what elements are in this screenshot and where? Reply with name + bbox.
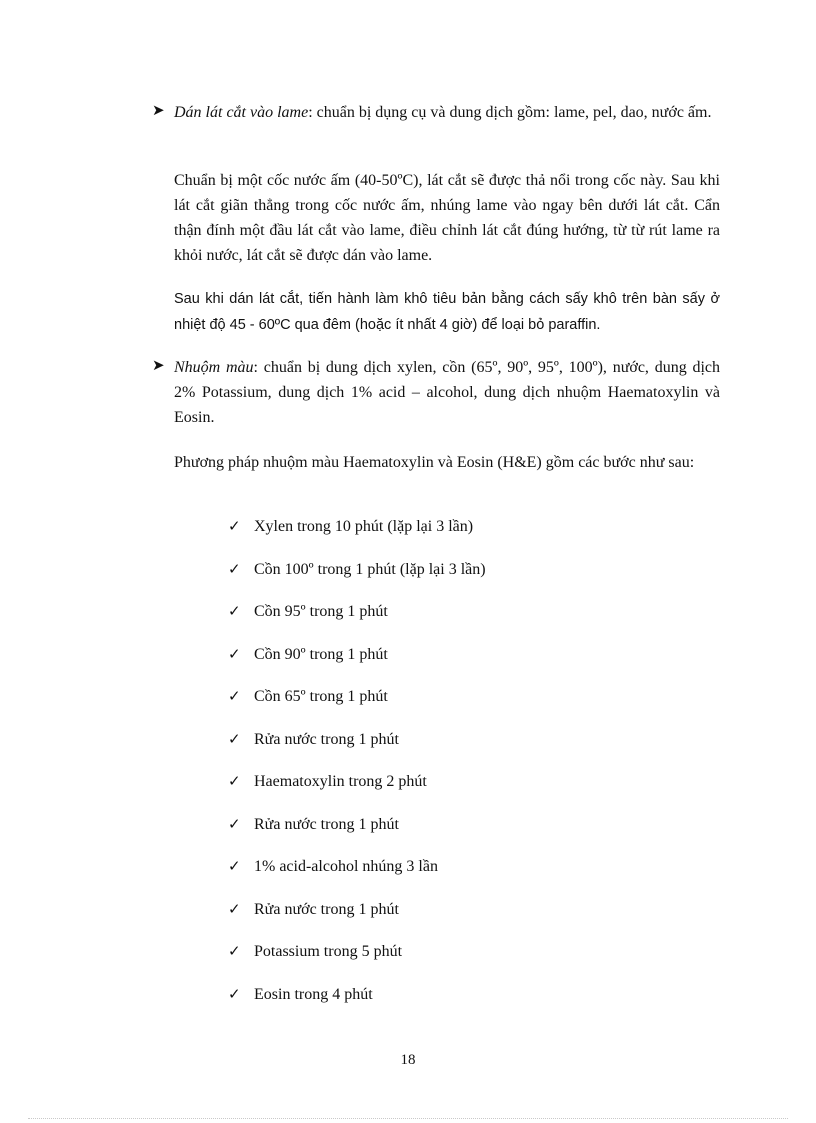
section-mount-text <box>174 100 720 125</box>
list-item <box>228 982 486 1025</box>
check-mark-icon: ✓ <box>228 942 241 960</box>
check-mark-icon: ✓ <box>228 772 241 790</box>
check-mark-icon: ✓ <box>228 644 241 663</box>
section-mount-title: Dán lát cắt vào lame <box>174 104 309 121</box>
page-number: 18 <box>400 1052 416 1068</box>
list-item <box>228 599 486 642</box>
step-text: Haematoxylin trong 2 phút <box>254 773 427 790</box>
step-text: Cồn 65º trong 1 phút <box>254 688 388 705</box>
staining-steps-list <box>228 514 486 1024</box>
step-text: Rửa nước trong 1 phút <box>254 815 399 833</box>
check-mark-icon: ✓ <box>228 559 241 578</box>
list-item <box>228 897 486 940</box>
list-item <box>228 854 486 897</box>
step-text: Xylen trong 10 phút (lặp lại 3 lần) <box>254 518 474 535</box>
section-staining-text <box>174 355 720 430</box>
step-text: 1% acid-alcohol nhúng 3 lần <box>254 858 438 875</box>
step-text: Cồn 95º trong 1 phút <box>254 603 388 620</box>
step-text: Eosin trong 4 phút <box>254 985 373 1003</box>
arrow-bullet-icon: ➤ <box>152 101 165 119</box>
list-item <box>228 812 486 855</box>
paragraph-drying <box>174 286 720 338</box>
list-item <box>228 514 486 557</box>
check-mark-icon: ✓ <box>228 899 241 918</box>
list-item <box>228 684 486 727</box>
check-mark-icon: ✓ <box>228 814 241 833</box>
step-text: Rửa nước trong 1 phút <box>254 900 399 918</box>
check-mark-icon: ✓ <box>228 517 241 535</box>
list-item <box>228 642 486 685</box>
step-text: Cồn 100º trong 1 phút (lặp lại 3 lần) <box>254 560 486 578</box>
step-text: Potassium trong 5 phút <box>254 943 403 960</box>
section-staining-body: : chuẩn bị dung dịch xylen, cồn (65º, 90º, 95º, 100º), nước, dung dịch 2% Potassium, dung dịch 1% acid – alcohol, dung dịch nhuộm Haematoxylin và Eosin. <box>174 359 720 426</box>
bottom-divider <box>28 1118 788 1119</box>
check-mark-icon: ✓ <box>228 602 241 620</box>
check-mark-icon: ✓ <box>228 984 241 1003</box>
section-mount-slices <box>152 100 720 125</box>
step-text: Cồn 90º trong 1 phút <box>254 645 388 663</box>
paragraph-he-intro: Phương pháp nhuộm màu Haematoxylin và Eosin (H&E) gồm các bước như sau: <box>174 454 695 471</box>
list-item <box>228 727 486 770</box>
list-item <box>228 769 486 812</box>
paragraph-warm-water: Chuẩn bị một cốc nước ấm (40-50ºC), lát cắt sẽ được thả nổi trong cốc này. Sau khi lát cắt giãn thẳng trong cốc nước ấm, nhúng lame vào ngay bên dưới lát cắt. Cẩn thận đính một đầu lát cắt vào lame, điều chỉnh lát cắt đúng hướng, từ từ rút lame ra khỏi nước, lát cắt sẽ được dán vào lame. <box>174 172 720 264</box>
check-mark-icon: ✓ <box>228 687 241 705</box>
section-mount-body: : chuẩn bị dụng cụ và dung dịch gồm: lame, pel, dao, nước ấm. <box>308 104 712 121</box>
section-staining <box>152 355 720 430</box>
list-item <box>228 939 486 982</box>
step-text: Rửa nước trong 1 phút <box>254 730 399 748</box>
check-mark-icon: ✓ <box>228 857 241 875</box>
arrow-bullet-icon: ➤ <box>152 356 165 374</box>
section-staining-title: Nhuộm màu <box>174 359 254 376</box>
list-item <box>228 557 486 600</box>
paragraph-drying-text: Sau khi dán lát cắt, tiến hành làm khô tiêu bản bằng cách sấy khô trên bàn sấy ở nhiệt độ 45 - 60ºC qua đêm (hoặc ít nhất 4 giờ) để loại bỏ paraffin. <box>174 291 720 333</box>
check-mark-icon: ✓ <box>228 729 241 748</box>
